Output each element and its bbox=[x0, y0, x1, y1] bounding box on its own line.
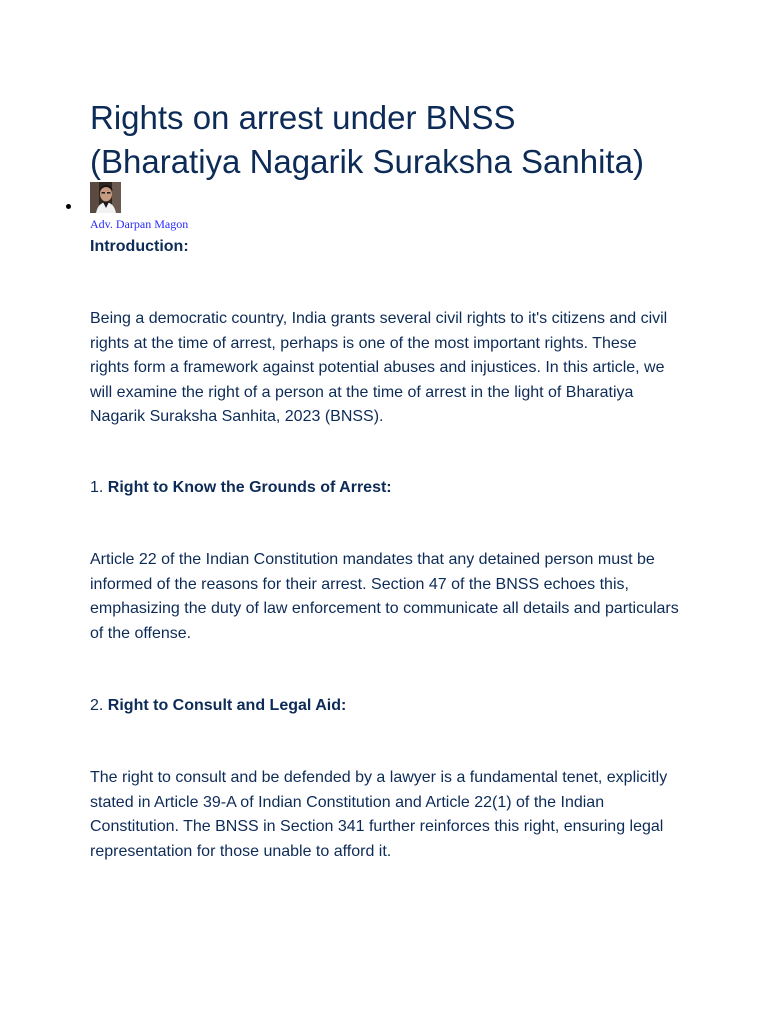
avatar-portrait-icon bbox=[90, 182, 121, 213]
author-avatar[interactable] bbox=[90, 182, 121, 213]
intro-paragraph: Being a democratic country, India grants several civil rights to it's citizens and civil rights at the time of arrest, perhaps is one of the most important rights. These rights form a framework against potential abuses and injustices. In this article, we will examine the right of a person at the time of arrest in the light of Bharatiya Nagarik Suraksha Sanhita, 2023 (BNSS). bbox=[90, 310, 668, 425]
author-name-link[interactable]: Adv. Darpan Magon bbox=[90, 217, 189, 231]
section-number-2: 2. bbox=[90, 697, 104, 714]
article-title-line2: (Bharatiya Nagarik Suraksha Sanhita) bbox=[90, 143, 644, 180]
section-paragraph-2: The right to consult and be defended by a lawyer is a fundamental tenet, explicitly stated in Article 39-A of Indian Constitution and Article 22(1) of the Indian Constitution. The BNSS in Section 341 further reinforces this right, ensuring legal representation for those unable to afford it. bbox=[90, 769, 668, 860]
section-title-1: Right to Know the Grounds of Arrest: bbox=[107, 479, 392, 496]
section-title-2: Right to Consult and Legal Aid: bbox=[107, 697, 347, 714]
section-heading-2 bbox=[90, 697, 346, 715]
bullet-icon bbox=[66, 204, 71, 209]
article-title-line1: Rights on arrest under BNSS bbox=[90, 99, 516, 136]
section-paragraph-1: Article 22 of the Indian Constitution mandates that any detained person must be informed of the reasons for their arrest. Section 47 of the BNSS echoes this, emphasizing the duty of law enforcement to communicate all details and particulars of the offense. bbox=[90, 551, 679, 642]
section-heading-1 bbox=[90, 479, 392, 497]
intro-heading: Introduction: bbox=[90, 238, 189, 255]
article-title bbox=[90, 96, 690, 184]
section-number-1: 1. bbox=[90, 479, 104, 496]
